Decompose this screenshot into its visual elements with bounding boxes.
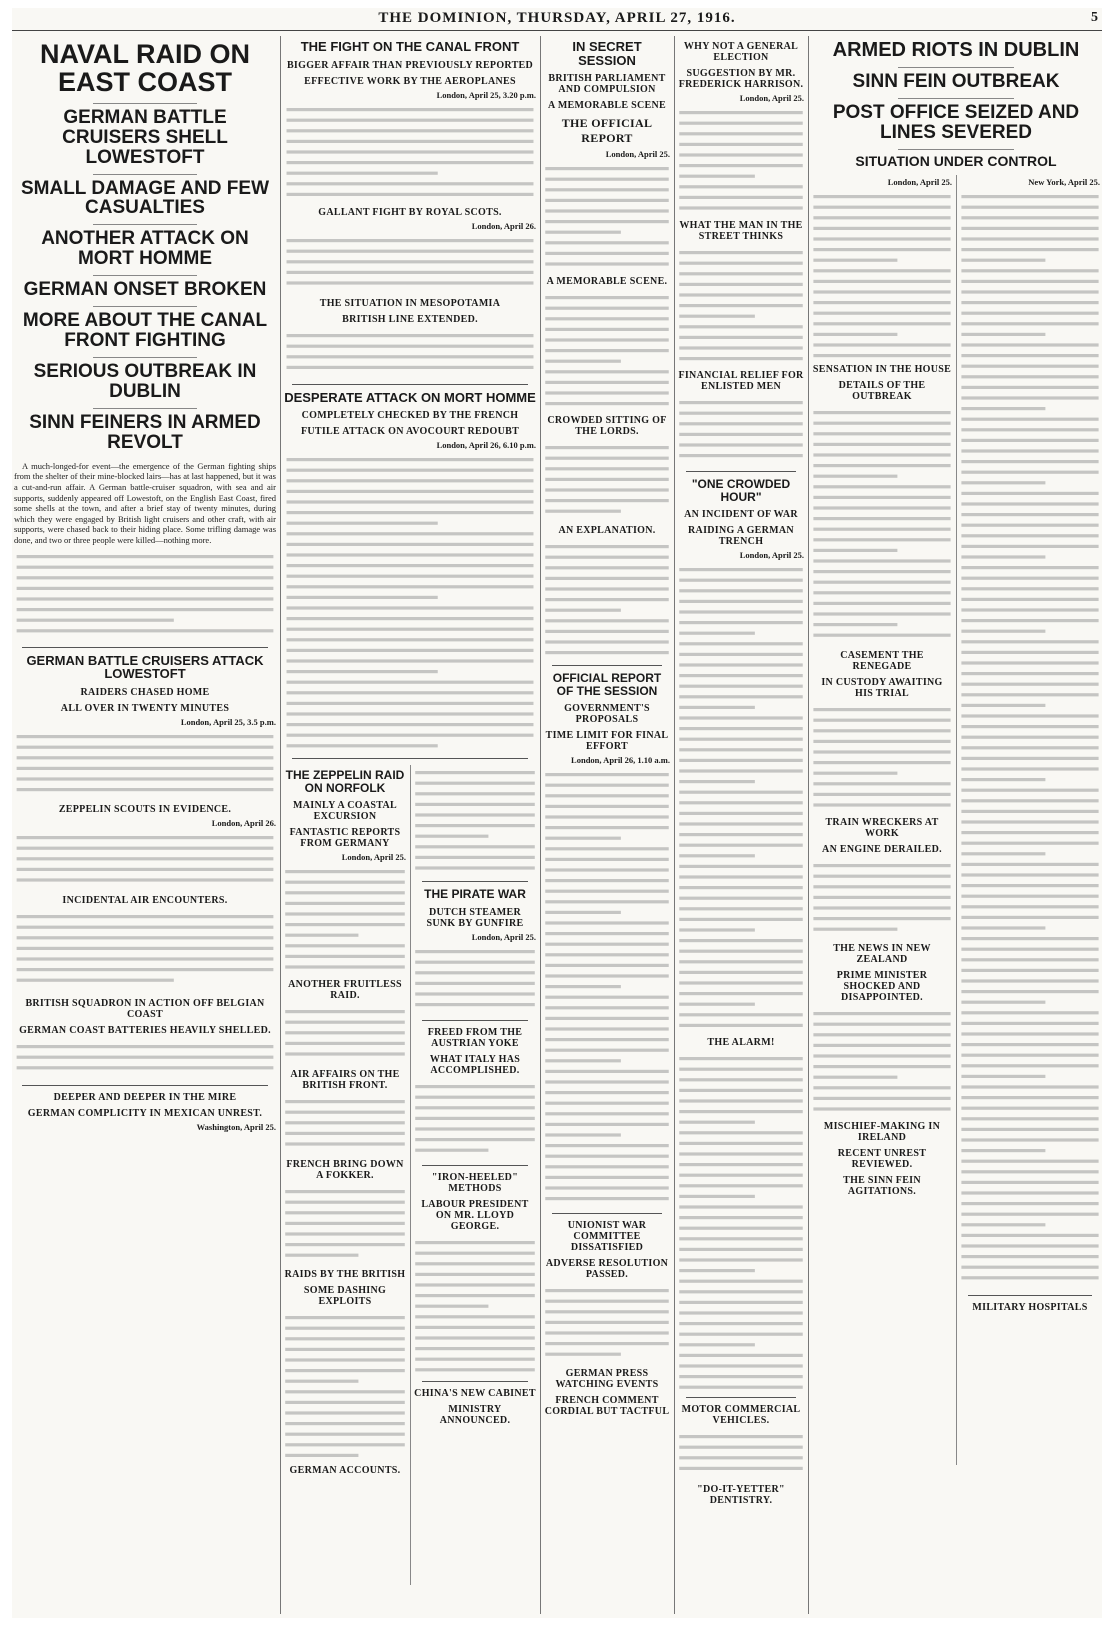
article-body-placeholder [678, 245, 804, 365]
section-iron-heeled: "IRON-HEELED" METHODS [431, 1171, 519, 1194]
section-mesopotamia: THE SITUATION IN MESOPOTAMIA [319, 297, 501, 309]
subcolumn-right [960, 175, 1100, 1316]
article-body-placeholder [284, 864, 406, 974]
article-body-placeholder [544, 440, 670, 520]
subhead-fantastic: FANTASTIC REPORTS FROM GERMANY [289, 827, 401, 850]
masthead-title: THE DOMINION, THURSDAY, APRIL 27, 1916. [378, 10, 736, 26]
section-air-affairs: AIR AFFAIRS ON THE BRITISH FRONT. [290, 1069, 400, 1092]
subhead-engine: AN ENGINE DERAILED. [822, 843, 942, 855]
article-body-placeholder [284, 1004, 406, 1064]
article-body-placeholder [414, 1235, 536, 1375]
headline-mort-homme: ANOTHER ATTACK ON MORT HOMME [41, 228, 249, 270]
section-deeper-mire: DEEPER AND DEEPER IN THE MIRE [53, 1091, 237, 1103]
section-news-nz: THE NEWS IN NEW ZEALAND [833, 942, 931, 965]
subhead-avocourt: FUTILE ATTACK ON AVOCOURT REDOUBT [300, 426, 520, 438]
article-body-placeholder [678, 395, 804, 465]
subhead-labour-president: LABOUR PRESIDENT ON MR. LLOYD GEORGE. [421, 1198, 529, 1232]
subhead-agitations: THE SINN FEIN AGITATIONS. [843, 1174, 921, 1197]
subhead-italy: WHAT ITALY HAS ACCOMPLISHED. [429, 1053, 521, 1076]
headline-onset-broken: GERMAN ONSET BROKEN [23, 279, 267, 301]
section-unionist: UNIONIST WAR COMMITTEE DISSATISFIED [567, 1220, 647, 1254]
section-dentistry: "DO-IT-YETTER" DENTISTRY. [697, 1484, 785, 1507]
article-body-placeholder [960, 189, 1100, 1289]
column-2 [284, 36, 536, 1614]
section-memorable-scene: A MEMORABLE SCENE. [546, 276, 668, 288]
headline-post-office: POST OFFICE SEIZED AND LINES SEVERED [832, 101, 1080, 143]
section-the-alarm: THE ALARM! [707, 1037, 775, 1049]
subhead-british-line: BRITISH LINE EXTENDED. [342, 313, 478, 325]
headline-under-control: SITUATION UNDER CONTROL [855, 152, 1057, 169]
subhead-official-report: THE OFFICIAL REPORT [561, 116, 653, 146]
dateline: London, April 26, 6.10 p.m. [436, 440, 536, 451]
subhead-dutch-steamer: DUTCH STEAMER SUNK BY GUNFIRE [426, 906, 524, 929]
headline-official-report: OFFICIAL REPORT OF THE SESSION [552, 671, 662, 698]
subhead-incident: AN INCIDENT OF WAR [684, 509, 798, 521]
dateline: London, April 26. [471, 220, 536, 231]
article-body-placeholder [544, 161, 670, 271]
section-crowded-lords: CROWDED SITTING OF THE LORDS. [547, 415, 667, 438]
article-body-placeholder [284, 102, 536, 202]
headline-secret-session: IN SECRET SESSION [572, 39, 642, 68]
article-body-placeholder [14, 909, 276, 993]
subhead-french-comment: FRENCH COMMENT CORDIAL BUT TACTFUL [544, 1395, 670, 1418]
subhead-harrison: SUGGESTION BY MR. FREDERICK HARRISON. [678, 68, 804, 90]
subhead-time-limit: TIME LIMIT FOR FINAL EFFORT [545, 730, 669, 753]
section-german-accounts: GERMAN ACCOUNTS. [289, 1465, 401, 1477]
column-5 [812, 36, 1100, 1614]
headline-lowestoft: GERMAN BATTLE CRUISERS ATTACK LOWESTOFT [26, 652, 264, 682]
section-china-cabinet: CHINA'S NEW CABINET [414, 1387, 536, 1399]
dateline: Washington, April 25. [196, 1121, 276, 1132]
headline-small-damage: SMALL DAMAGE AND FEW CASUALTIES [20, 177, 270, 219]
subhead-proposals: GOVERNMENT'S PROPOSALS [564, 703, 650, 726]
subcolumn-left [812, 175, 952, 1200]
subcolumn-zeppelin [284, 765, 406, 1479]
article-body-placeholder [812, 1006, 952, 1116]
subhead-dashing: SOME DASHING EXPLOITS [303, 1285, 387, 1308]
article-body-placeholder [678, 562, 804, 1032]
subhead-coast-batteries: GERMAN COAST BATTERIES HEAVILY SHELLED. [19, 1024, 271, 1036]
subhead-details: DETAILS OF THE OUTBREAK [838, 379, 926, 402]
dateline: New York, April 25. [1028, 176, 1100, 187]
dateline: London, April 26. [211, 817, 276, 828]
subhead-adverse: ADVERSE RESOLUTION PASSED. [545, 1258, 669, 1281]
article-body-placeholder [14, 1039, 276, 1079]
section-sensation: SENSATION IN THE HOUSE [812, 363, 952, 375]
section-raids-british: RAIDS BY THE BRITISH [284, 1269, 406, 1281]
article-body-placeholder [14, 830, 276, 890]
section-royal-scots: GALLANT FIGHT BY ROYAL SCOTS. [318, 206, 502, 218]
dateline: London, April 25. [341, 852, 406, 863]
headline-zeppelin-raid: THE ZEPPELIN RAID ON NORFOLK [285, 768, 405, 795]
section-german-press: GERMAN PRESS WATCHING EVENTS [555, 1368, 659, 1391]
article-body-placeholder [544, 767, 670, 1207]
headline-canal-front: MORE ABOUT THE CANAL FRONT FIGHTING [22, 310, 268, 352]
headline-pirate-war: THE PIRATE WAR [424, 887, 526, 902]
article-body-placeholder [14, 549, 276, 641]
column-4 [678, 36, 804, 1614]
article-body-placeholder [284, 452, 536, 752]
article-body-placeholder [284, 1310, 406, 1460]
dateline: London, April 26, 1.10 a.m. [571, 755, 670, 766]
masthead [12, 8, 1102, 31]
subhead-mexican-unrest: GERMAN COMPLICITY IN MEXICAN UNREST. [27, 1107, 263, 1119]
section-belgian-coast: BRITISH SQUADRON IN ACTION OFF BELGIAN COAST [25, 997, 265, 1020]
headline-armed-riots: ARMED RIOTS IN DUBLIN [832, 39, 1080, 61]
article-body-placeholder [678, 1051, 804, 1391]
article-body-placeholder [544, 539, 670, 659]
headline-dublin: SERIOUS OUTBREAK IN DUBLIN [33, 361, 257, 402]
section-train-wreckers: TRAIN WRECKERS AT WORK [825, 816, 939, 839]
dateline: London, April 25. [739, 550, 804, 561]
column-3 [544, 36, 670, 1614]
headline-naval-raid: NAVAL RAID ON EAST COAST [39, 39, 250, 98]
subhead-raiders: RAIDERS CHASED HOME [80, 686, 210, 698]
section-casement: CASEMENT THE RENEGADE [840, 649, 924, 672]
article-body-placeholder [414, 944, 536, 1014]
article-body-placeholder [284, 233, 536, 293]
subhead-memorable: A MEMORABLE SCENE [548, 100, 666, 112]
article-body-placeholder [544, 290, 670, 410]
section-fokker: FRENCH BRING DOWN A FOKKER. [286, 1159, 404, 1182]
article-body-placeholder [284, 1094, 406, 1154]
subhead-prime-minister: PRIME MINISTER SHOCKED AND DISAPPOINTED. [836, 969, 928, 1003]
article-body-placeholder [14, 729, 276, 799]
section-military-hospitals: MILITARY HOSPITALS [972, 1301, 1088, 1313]
page-number: 5 [1091, 10, 1098, 25]
headline-desperate-attack: DESPERATE ATTACK ON MORT HOMME [284, 389, 536, 405]
dateline: London, April 25, 3.20 p.m. [436, 89, 536, 100]
section-zeppelin-scouts: ZEPPELIN SCOUTS IN EVIDENCE. [58, 803, 232, 815]
article-body-placeholder [678, 105, 804, 215]
dateline: London, April 25. [605, 149, 670, 160]
headline-sinn-fein: SINN FEIN OUTBREAK [852, 71, 1060, 92]
lead-paragraph: A much-longed-for event—the emergence of the German fighting ships from the shelter of their mine-blocked lairs—has at last happened, but it was a cut-and-run affair. A German battle-cruiser squadron, with sea and air supports, suddenly appeared off Lowestoft, on the English East Coast, fired some shells at the town, and after a brief stay of twenty minutes, during which they were engaged by British light cruisers and other craft, with air supports, were chased back to their hiding place. Some trifling damage was done, and two or three people were killed—nothing more. [14, 460, 276, 545]
article-body-placeholder [678, 1429, 804, 1479]
subhead-ministry: MINISTRY ANNOUNCED. [439, 1403, 511, 1426]
newspaper-page [12, 8, 1102, 1618]
subhead-aeroplanes: EFFECTIVE WORK BY THE AEROPLANES [304, 75, 516, 87]
headline-sinn-feiners: SINN FEINERS IN ARMED REVOLT [29, 411, 261, 453]
article-body-placeholder [414, 1079, 536, 1159]
section-motor-vehicles: MOTOR COMMERCIAL VEHICLES. [681, 1404, 801, 1427]
dateline: London, April 25. [471, 931, 536, 942]
subcolumn-pirate [414, 765, 536, 1429]
subhead-custody: IN CUSTODY AWAITING HIS TRIAL [821, 676, 943, 699]
article-body-placeholder [284, 1184, 406, 1264]
article-body-placeholder [544, 1283, 670, 1363]
section-explanation: AN EXPLANATION. [558, 525, 656, 537]
article-body-placeholder [812, 189, 952, 359]
subhead-raiding-trench: RAIDING A GERMAN TRENCH [688, 525, 794, 548]
subhead-parliament: BRITISH PARLIAMENT AND COMPULSION [548, 73, 666, 96]
section-austrian-yoke: FREED FROM THE AUSTRIAN YOKE [427, 1026, 523, 1049]
article-body-placeholder [812, 858, 952, 938]
headline-battle-cruisers: GERMAN BATTLE CRUISERS SHELL LOWESTOFT [62, 106, 228, 168]
dateline: London, April 25, 3.5 p.m. [180, 716, 276, 727]
subhead-twenty-minutes: ALL OVER IN TWENTY MINUTES [60, 702, 230, 714]
headline-crowded-hour: "ONE CROWDED HOUR" [691, 477, 791, 504]
subhead-bigger-affair: BIGGER AFFAIR THAN PREVIOUSLY REPORTED [286, 59, 534, 71]
section-mischief: MISCHIEF-MAKING IN IRELAND [823, 1120, 941, 1143]
article-body-placeholder [414, 765, 536, 875]
subhead-checked: COMPLETELY CHECKED BY THE FRENCH [301, 410, 519, 422]
section-air-encounters: INCIDENTAL AIR ENCOUNTERS. [62, 894, 228, 906]
article-body-placeholder [812, 702, 952, 812]
subhead-coastal: MAINLY A COASTAL EXCURSION [293, 800, 397, 823]
article-body-placeholder [812, 405, 952, 645]
headline-canal-fight: THE FIGHT ON THE CANAL FRONT [300, 39, 520, 54]
dateline: London, April 25. [887, 176, 952, 187]
section-fruitless-raid: ANOTHER FRUITLESS RAID. [288, 979, 402, 1002]
dateline: London, April 25. [739, 93, 804, 103]
section-financial-relief: FINANCIAL RELIEF FOR ENLISTED MEN [678, 370, 804, 392]
subhead-unrest: RECENT UNREST REVIEWED. [837, 1147, 927, 1170]
column-1 [14, 36, 276, 1614]
section-man-in-street: WHAT THE MAN IN THE STREET THINKS [679, 220, 803, 242]
article-body-placeholder [284, 328, 536, 378]
headline-general-election: WHY NOT A GENERAL ELECTION [683, 41, 799, 63]
